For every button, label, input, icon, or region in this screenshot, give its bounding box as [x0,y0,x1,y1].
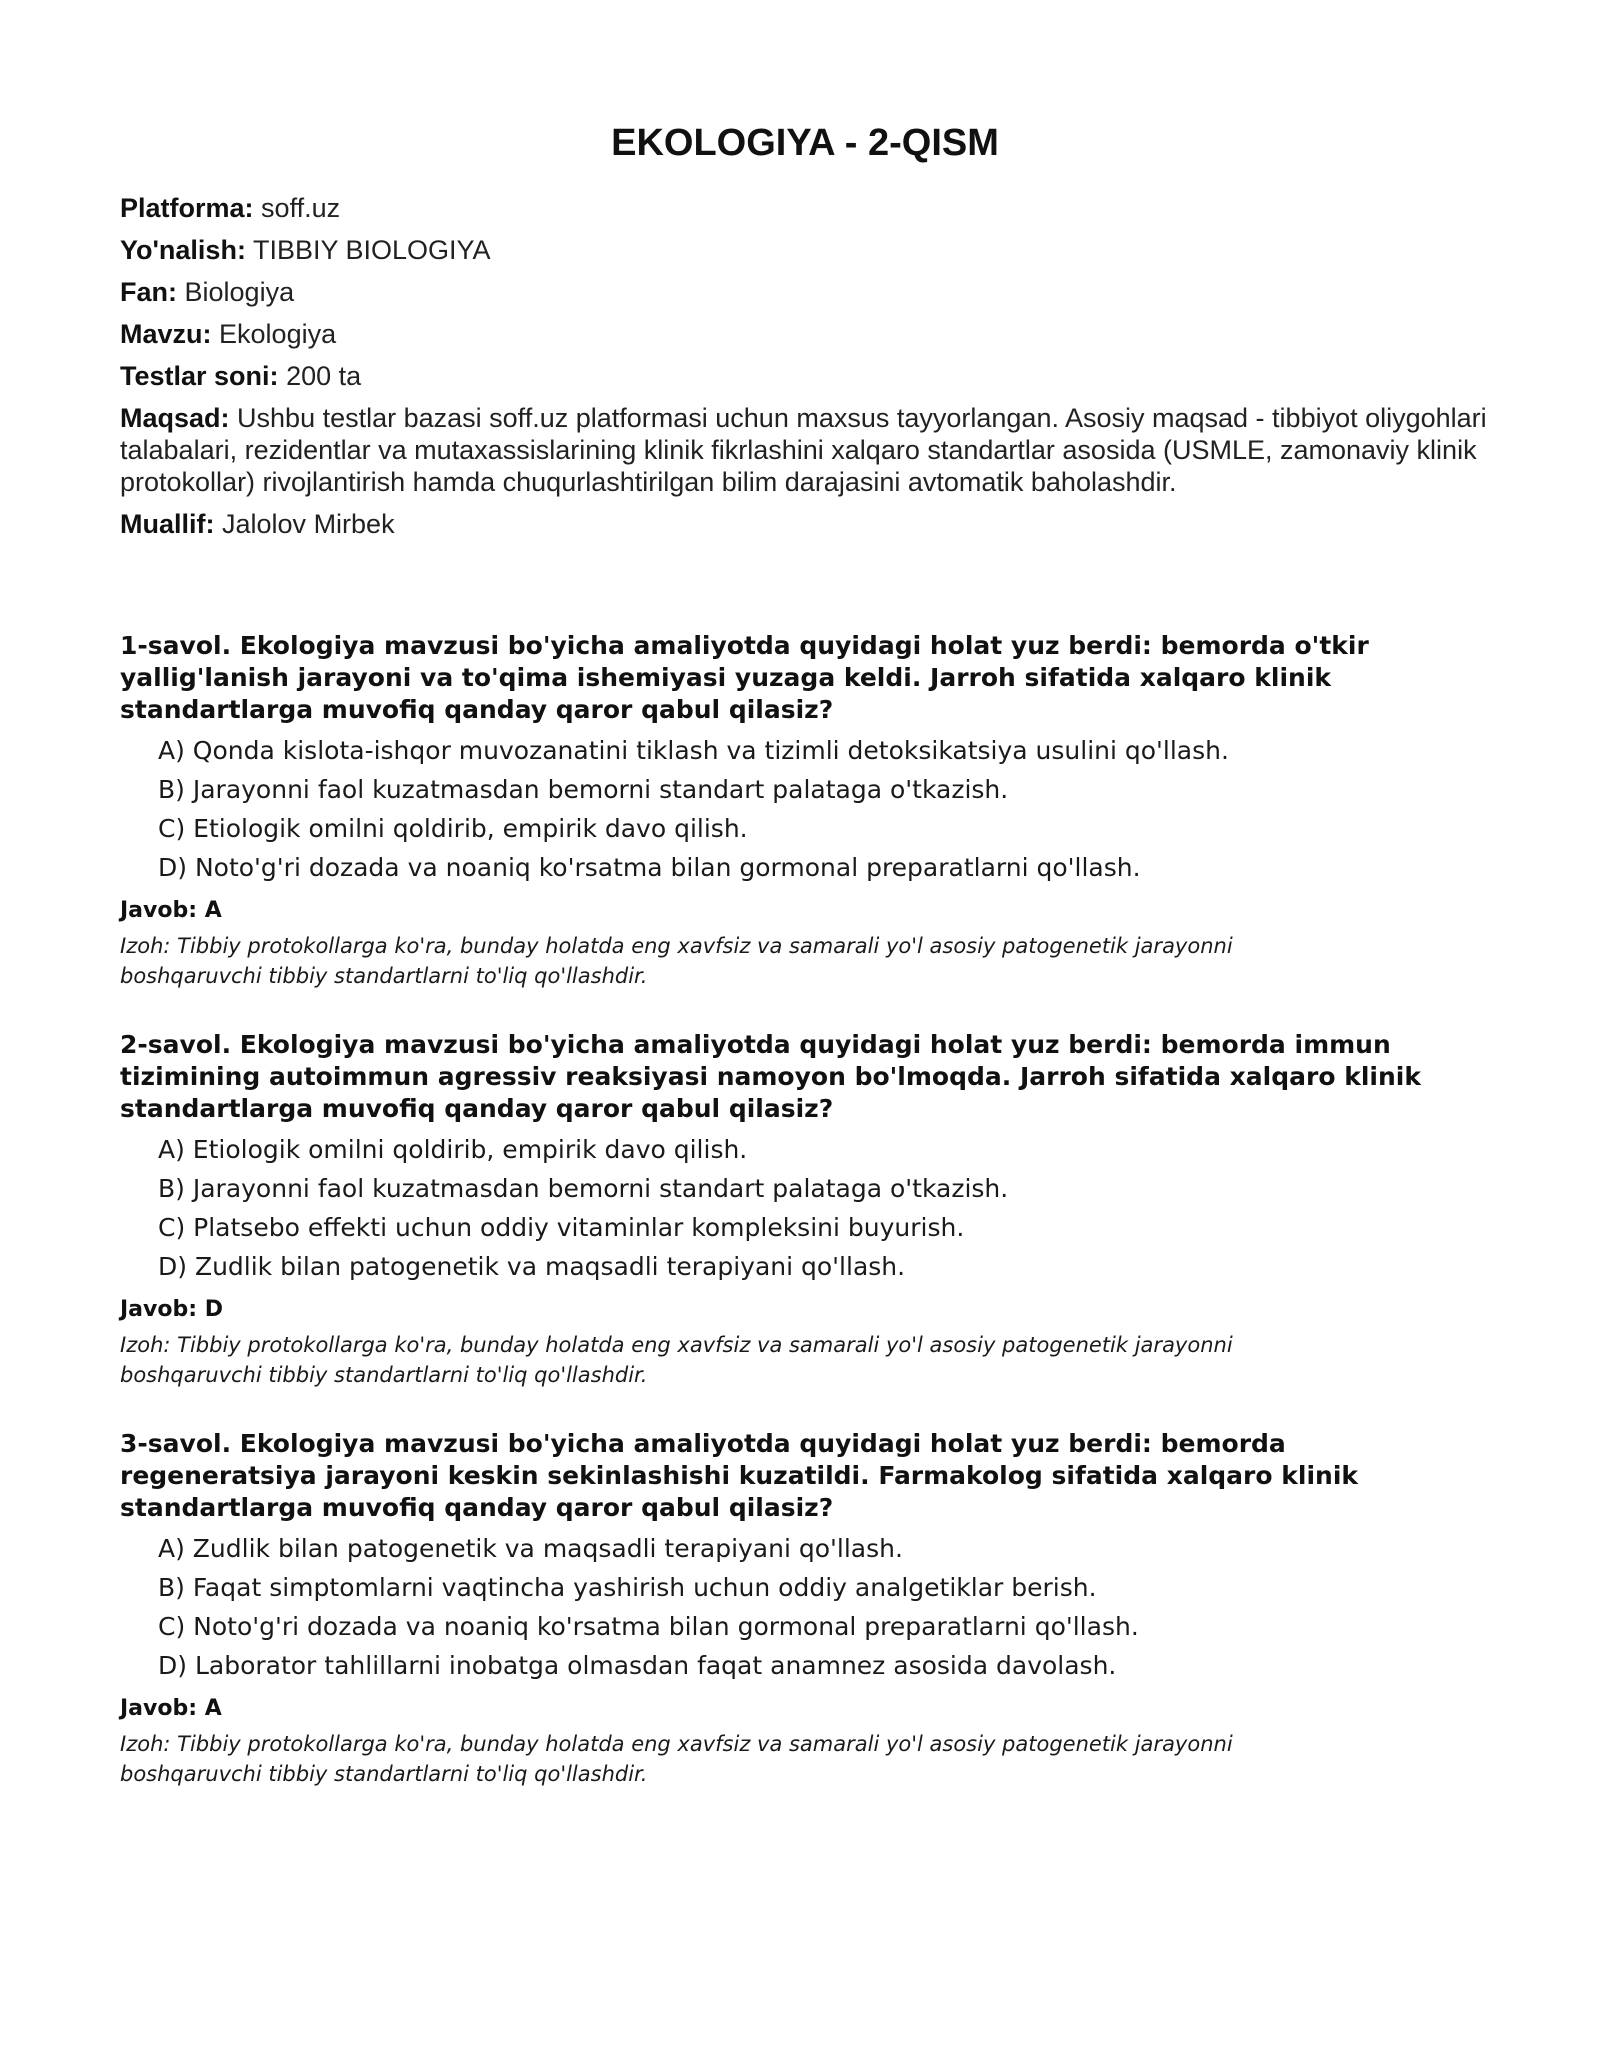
option-list [120,1135,1490,1282]
option-b: B) Faqat simptomlarni vaqtincha yashirish uchun oddiy analgetiklar berish. [158,1573,1097,1602]
meta-subject-value: Biologiya [184,277,295,307]
meta-topic-value: Ekologiya [219,319,337,349]
option-list [120,736,1490,883]
option-b: B) Jarayonni faol kuzatmasdan bemorni standart palataga o'tkazish. [158,1174,1009,1203]
explanation-note: Izoh: Tibbiy protokollarga ko'ra, bunday holatda eng xavfsiz va samarali yo'l asosiy patogenetik jarayonni boshqaruvchi tibbiy standartlarni to'liq qo'llashdir. [120,934,1233,988]
answer-line: Javob: D [120,1297,223,1322]
option-a: A) Zudlik bilan patogenetik va maqsadli terapiyani qo'llash. [158,1534,903,1563]
page-title: EKOLOGIYA - 2-QISM [611,122,999,164]
option-b: B) Jarayonni faol kuzatmasdan bemorni standart palataga o'tkazish. [158,775,1009,804]
meta-goal-label: Maqsad: [120,403,230,433]
document-meta [120,192,1490,540]
question-text: 2-savol. Ekologiya mavzusi bo'yicha amaliyotda quyidagi holat yuz berdi: bemorda immun tizimining autoimmun agressiv reaksiyasi namoyon bo'lmoqda. Jarroh sifatida xalqaro klinik standartlarga muvofiq qanday qaror qabul qilasiz? [120,1030,1421,1123]
option-a: A) Etiologik omilni qoldirib, empirik davo qilish. [158,1135,748,1164]
option-d: D) Zudlik bilan patogenetik va maqsadli terapiyani qo'llash. [158,1252,906,1281]
option-d: D) Laborator tahlillarni inobatga olmasdan faqat anamnez asosida davolash. [158,1651,1117,1680]
option-c: C) Platsebo effekti uchun oddiy vitaminlar kompleksini buyurish. [158,1213,965,1242]
meta-direction-label: Yo'nalish: [120,235,246,265]
meta-author-label: Muallif: [120,509,215,539]
meta-topic-label: Mavzu: [120,319,212,349]
meta-subject [120,276,1490,308]
meta-platform [120,192,1490,224]
meta-platform-label: Platforma: [120,193,254,223]
answer-line: Javob: A [120,1696,222,1721]
document-page [120,120,1490,1827]
meta-platform-value: soff.uz [261,193,341,223]
option-c: C) Noto'g'ri dozada va noaniq ko'rsatma bilan gormonal preparatlarni qo'llash. [158,1612,1139,1641]
question-block [120,1029,1490,1390]
question-block [120,1428,1490,1789]
section-spacer [120,550,1490,630]
question-text: 1-savol. Ekologiya mavzusi bo'yicha amaliyotda quyidagi holat yuz berdi: bemorda o'tkir yallig'lanish jarayoni va to'qima ishemiyasi yuzaga keldi. Jarroh sifatida xalqaro klinik standartlarga muvofiq qanday qaror qabul qilasiz? [120,631,1369,724]
answer-line: Javob: A [120,898,222,923]
explanation-note: Izoh: Tibbiy protokollarga ko'ra, bunday holatda eng xavfsiz va samarali yo'l asosiy patogenetik jarayonni boshqaruvchi tibbiy standartlarni to'liq qo'llashdir. [120,1732,1233,1786]
option-d: D) Noto'g'ri dozada va noaniq ko'rsatma bilan gormonal preparatlarni qo'llash. [158,853,1141,882]
option-c: C) Etiologik omilni qoldirib, empirik davo qilish. [158,814,748,843]
question-text: 3-savol. Ekologiya mavzusi bo'yicha amaliyotda quyidagi holat yuz berdi: bemorda regeneratsiya jarayoni keskin sekinlashishi kuzatildi. Farmakolog sifatida xalqaro klinik standartlarga muvofiq qanday qaror qabul qilasiz? [120,1429,1359,1522]
meta-author-value: Jalolov Mirbek [222,509,395,539]
question-block [120,630,1490,991]
meta-subject-label: Fan: [120,277,177,307]
explanation-note: Izoh: Tibbiy protokollarga ko'ra, bunday holatda eng xavfsiz va samarali yo'l asosiy patogenetik jarayonni boshqaruvchi tibbiy standartlarni to'liq qo'llashdir. [120,1333,1233,1387]
meta-count-value: 200 ta [286,361,362,391]
meta-direction-value: TIBBIY BIOLOGIYA [252,235,491,265]
option-a: A) Qonda kislota-ishqor muvozanatini tiklash va tizimli detoksikatsiya usulini qo'llash. [158,736,1229,765]
meta-goal [120,402,1490,498]
meta-goal-value: Ushbu testlar bazasi soff.uz platformasi uchun maxsus tayyorlangan. Asosiy maqsad - tibbiyot oliygohlari talabalari, rezidentlar va mutaxassislarining klinik fikrlashini xalqaro standartlar asosida (USMLE, zamonaviy klinik protokollar) rivojlantirish hamda chuqurlashtirilgan bilim darajasini avtomatik baholashdir. [120,403,1487,497]
meta-count [120,360,1490,392]
meta-direction [120,234,1490,266]
meta-count-label: Testlar soni: [120,361,279,391]
meta-author [120,508,1490,540]
meta-topic [120,318,1490,350]
option-list [120,1534,1490,1681]
